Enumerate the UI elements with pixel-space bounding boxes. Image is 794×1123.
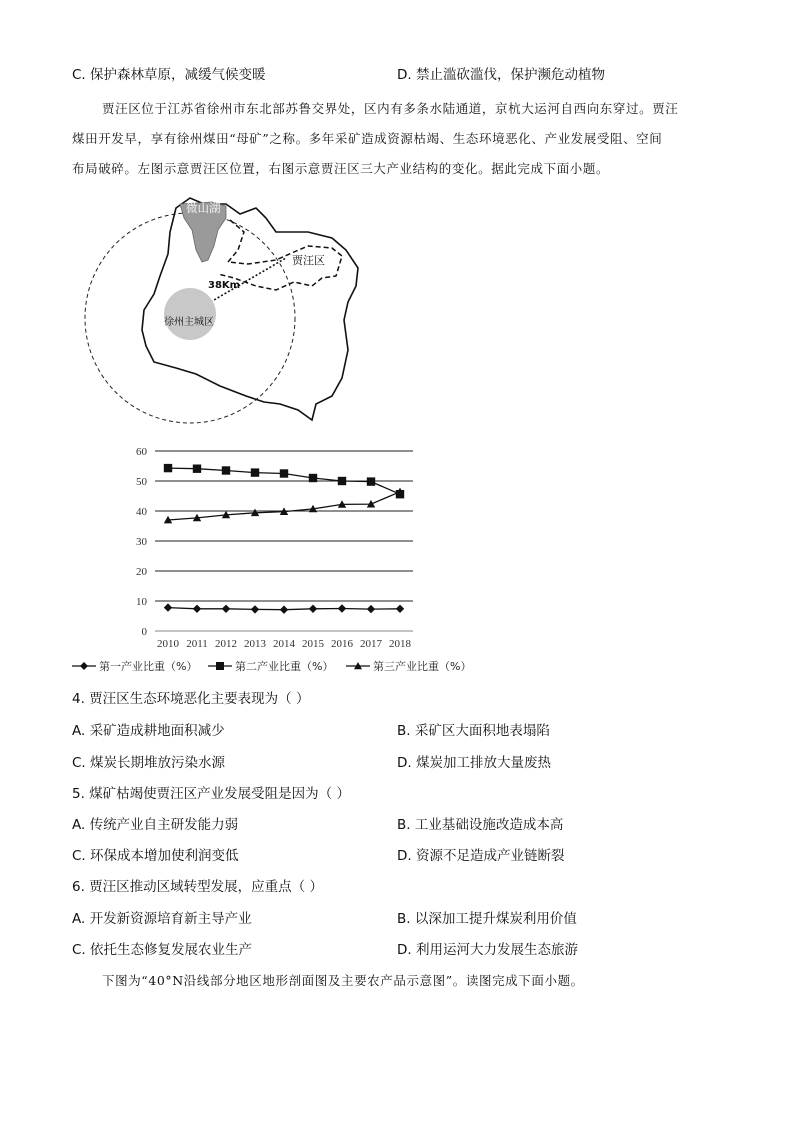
city-label: 徐州主城区 xyxy=(164,317,214,328)
legend-label: 第三产业比重（%） xyxy=(373,660,472,673)
passage2-line-1: 下图为“40°N沿线部分地区地形剖面图及主要农产品示意图”。读图完成下面小题。 xyxy=(102,973,584,988)
distance-label: 38Km xyxy=(208,280,241,291)
q4-option-c[interactable]: C. 煤炭长期堆放污染水源 xyxy=(72,755,226,771)
q5-option-b[interactable]: B. 工业基础设施改造成本高 xyxy=(397,817,564,833)
data-point-square xyxy=(193,465,201,473)
q6-stem: 6. 贾汪区推动区域转型发展，应重点（ ） xyxy=(72,879,323,895)
data-point-square xyxy=(216,662,224,670)
data-point-diamond xyxy=(309,605,317,613)
y-tick-label: 20 xyxy=(136,566,147,578)
x-tick-label: 2011 xyxy=(186,638,208,650)
x-tick-label: 2014 xyxy=(273,638,295,650)
q5-option-a[interactable]: A. 传统产业自主研发能力弱 xyxy=(72,817,239,833)
q6-option-c[interactable]: C. 依托生态修复发展农业生产 xyxy=(72,942,253,958)
q5-option-c[interactable]: C. 环保成本增加使利润变低 xyxy=(72,848,239,864)
q4-option-a[interactable]: A. 采矿造成耕地面积减少 xyxy=(72,723,225,739)
y-tick-label: 50 xyxy=(136,476,147,488)
data-point-diamond xyxy=(222,605,230,613)
q6-option-a[interactable]: A. 开发新资源培育新主导产业 xyxy=(72,911,252,927)
series-line-3 xyxy=(168,492,400,520)
location-map xyxy=(80,190,370,430)
data-point-diamond xyxy=(193,605,201,613)
x-tick-label: 2013 xyxy=(244,638,266,650)
q4-option-d[interactable]: D. 煤炭加工排放大量废热 xyxy=(397,755,551,771)
lake-label: 微山湖 xyxy=(186,201,221,215)
data-point-diamond xyxy=(396,605,404,613)
prev-option-c: C. 保护森林草原，减缓气候变暖 xyxy=(72,67,266,83)
city-area xyxy=(164,288,216,340)
data-point-diamond xyxy=(164,603,172,611)
legend-label: 第一产业比重（%） xyxy=(99,660,198,673)
q5-stem: 5. 煤矿枯竭使贾汪区产业发展受阻是因为（ ） xyxy=(72,786,350,802)
y-tick-label: 40 xyxy=(136,506,147,518)
passage-line-2: 煤田开发早，享有徐州煤田“母矿”之称。多年采矿造成资源枯竭、生态环境恶化、产业发展受阻、空间 xyxy=(72,131,663,146)
x-tick-label: 2015 xyxy=(302,638,324,650)
data-point-square xyxy=(164,464,172,472)
x-axis-ticks xyxy=(157,638,412,650)
data-point-diamond xyxy=(367,605,375,613)
x-tick-label: 2018 xyxy=(389,638,411,650)
y-tick-label: 60 xyxy=(136,446,147,458)
y-axis-ticks xyxy=(136,446,148,638)
y-tick-label: 10 xyxy=(136,596,147,608)
data-point-square xyxy=(309,474,317,482)
x-tick-label: 2017 xyxy=(360,638,382,650)
data-point-diamond xyxy=(251,605,259,613)
data-point-diamond xyxy=(280,606,288,614)
chart-legend xyxy=(72,659,471,673)
x-tick-label: 2010 xyxy=(157,638,179,650)
q5-option-d[interactable]: D. 资源不足造成产业链断裂 xyxy=(397,848,565,864)
data-point-square xyxy=(222,466,230,474)
legend-label: 第二产业比重（%） xyxy=(235,660,334,673)
chart-series xyxy=(164,464,404,614)
data-point-square xyxy=(251,468,259,476)
x-tick-label: 2012 xyxy=(215,638,237,650)
passage-line-3: 布局破碎。左图示意贾汪区位置，右图示意贾汪区三大产业结构的变化。据此完成下面小题。 xyxy=(72,161,610,176)
data-point-square xyxy=(367,477,375,485)
q4-option-b[interactable]: B. 采矿区大面积地表塌陷 xyxy=(397,723,550,739)
x-tick-label: 2016 xyxy=(331,638,353,650)
data-point-diamond xyxy=(338,604,346,612)
q6-option-b[interactable]: B. 以深加工提升煤炭利用价值 xyxy=(397,911,577,927)
q4-stem: 4. 贾汪区生态环境恶化主要表现为（ ） xyxy=(72,691,310,707)
y-tick-label: 0 xyxy=(141,626,147,638)
industry-structure-chart xyxy=(60,440,500,680)
data-point-square xyxy=(338,477,346,485)
q6-option-d[interactable]: D. 利用运河大力发展生态旅游 xyxy=(397,942,578,958)
prev-option-d: D. 禁止滥砍滥伐，保护濒危动植物 xyxy=(397,67,605,83)
y-tick-label: 30 xyxy=(136,536,147,548)
data-point-square xyxy=(280,469,288,477)
data-point-diamond xyxy=(80,662,88,670)
passage-line-1: 贾汪区位于江苏省徐州市东北部苏鲁交界处，区内有多条水陆通道，京杭大运河自西向东穿过。贾汪 xyxy=(102,101,679,116)
district-label: 贾汪区 xyxy=(292,254,325,267)
